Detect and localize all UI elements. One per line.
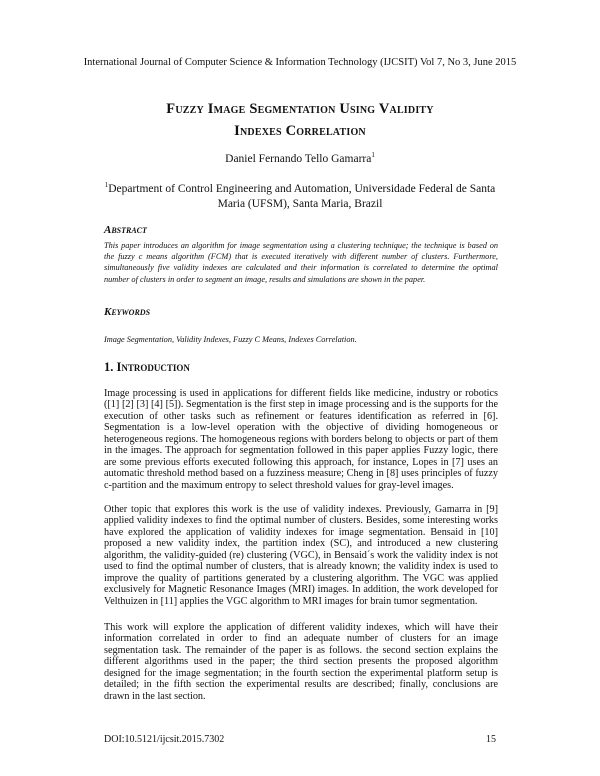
- keywords-text: Image Segmentation, Validity Indexes, Fuzzy C Means, Indexes Correlation.: [104, 335, 357, 344]
- intro-paragraph-2: Other topic that explores this work is the use of validity indexes. Previously, Gamarra in [9] applied validity indexes to find the optimal number of clusters. Besides, some interesting works have explored the application of validity indexes for image segmentation. Bensaid in [10] proposed a new validity index, the partition index (SC), and introduced a new clustering algorithm, the validity-guided (re) clustering (VGC), in Bensaid´s work the validity index is not used to find the optimal number of clusters, that is already known; the validity index is used to improve the quality of partitions generated by a clustering algorithm. The VGC was applied exclusively for Magnetic Resonance Images (MRI) images. In addition, the work developed for Velthuizen in [11] applies the VGC algorithm to MRI images for brain tumor segmentation.: [104, 504, 498, 607]
- page-number: 15: [486, 734, 496, 745]
- affiliation-superscript: 1: [104, 181, 109, 190]
- abstract-text: This paper introduces an algorithm for image segmentation using a clustering technique; the technique is based on the fuzzy c means algorithm (FCM) that is executed iteratively with different number of clusters. Furthermore, simultaneously five validity indexes are calculated and their information is correlated to determine the optimal number of clusters in order to segment an image, results and simulations are shown in the paper.: [104, 241, 498, 284]
- affiliation-text: Department of Control Engineering and Automation, Universidade Federal de Santa Maria (UFSM), Santa Maria, Brazil: [108, 183, 496, 210]
- journal-header: International Journal of Computer Science & Information Technology (IJCSIT) Vol 7, No 3, June 2015: [83, 57, 517, 68]
- introduction-heading: 1. Introduction: [104, 360, 190, 374]
- footer-doi: DOI:10.5121/ijcsit.2015.7302: [104, 734, 225, 745]
- affiliation: [100, 182, 500, 212]
- intro-paragraph-1: Image processing is used in applications for different fields like medicine, industry or robotics ([1] [2] [3] [4] [5]). Segmentation is the first step in image processing and is the supports for the execution of other tasks such as refinement or features identification as referred in [6]. Segmentation is a low-level operation with the objective of dividing homogeneous or heterogeneous regions. The homogeneous regions with borders belong to objects or part of them in the images. The approach for segmentation followed in this paper applies Fuzzy logic, there are some previous efforts executed following this approach, for instance, Lopes in [7] uses an automatic threshold method based on a fuzziness measure; Cheng in [8] uses principles of fuzzy c-partition and the maximum entropy to select threshold values for gray-level images.: [104, 388, 498, 491]
- paper-title: [60, 98, 540, 142]
- title-line-2: Indexes Correlation: [234, 123, 366, 139]
- author: [0, 153, 600, 165]
- title-line-1: Fuzzy Image Segmentation Using Validity: [166, 101, 434, 117]
- abstract-heading: Abstract: [104, 224, 147, 236]
- intro-paragraph-3: This work will explore the application of different validity indexes, which will have their information correlated in order to find an adequate number of clusters for an image segmentation task. The remainder of the paper is as follows. the second section explains the different algorithms used in the paper; the third section presents the proposed algorithm designed for the image segmentation; in the fourth section the experimental platform setup is detailed; in the fifth section the experimental results are described; finally, conclusions are drawn in the last section.: [104, 622, 498, 702]
- keywords-heading: Keywords: [104, 306, 151, 318]
- author-superscript: 1: [371, 151, 375, 160]
- author-name: Daniel Fernando Tello Gamarra: [225, 153, 372, 165]
